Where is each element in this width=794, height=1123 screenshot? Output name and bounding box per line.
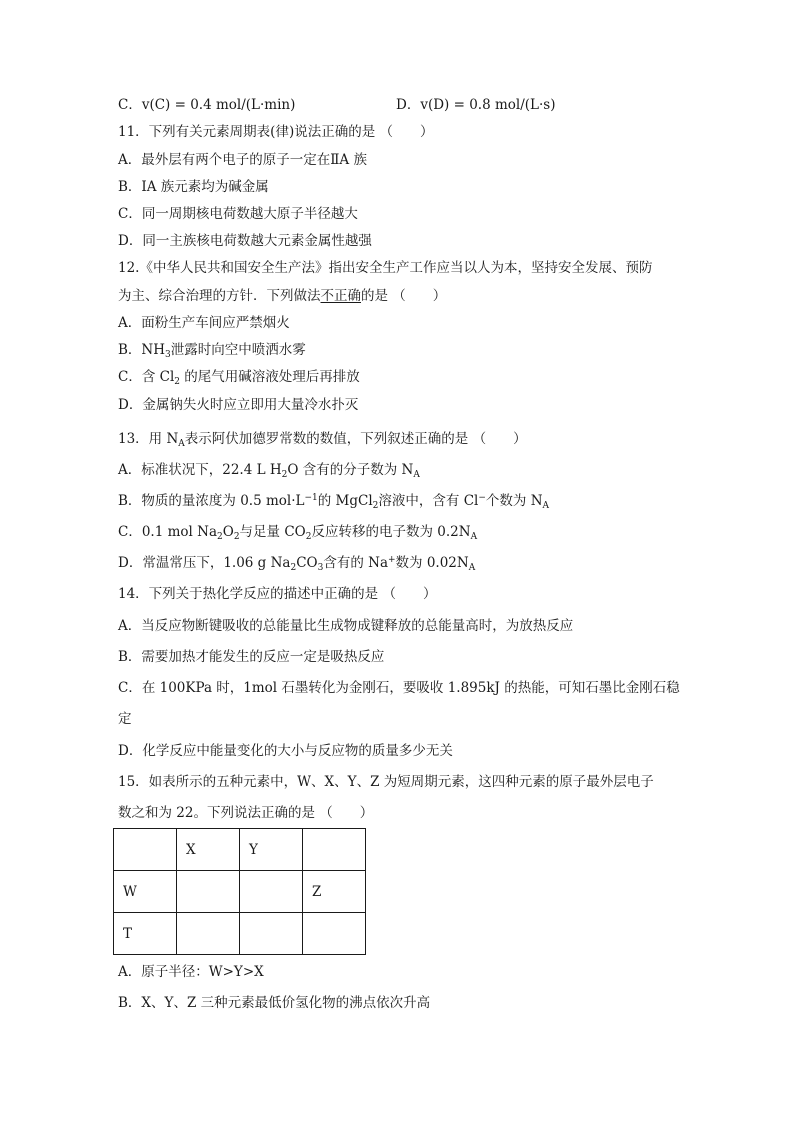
q13-a-sub: 2 [281, 470, 288, 480]
table-cell: W [114, 871, 177, 913]
q12-b-tail: 泄露时向空中喷洒水雾 [170, 342, 306, 358]
q13-b-sup: − [478, 493, 486, 503]
q13-b-sub: 2 [372, 501, 379, 511]
q13-option-d [118, 554, 475, 572]
table-cell [303, 913, 366, 955]
q12-b-text: B．NH [118, 342, 166, 358]
table-cell: X [177, 829, 240, 871]
q14-option-a: A．当反应物断键吸收的总能量比生成物成键释放的总能量高时，为放热反应 [118, 618, 574, 634]
q13-c-sub: A [470, 532, 478, 542]
q13-d-sub: 3 [317, 563, 324, 573]
q13-c-sub: 2 [233, 532, 240, 542]
q11-option-b: B．IA 族元素均为碱金属 [118, 179, 269, 195]
table-cell: Y [240, 829, 303, 871]
table-cell: T [114, 913, 177, 955]
q13-d-part: CO [296, 555, 318, 571]
q12-option-d: D．金属钠失火时应立即用大量冷水扑灭 [118, 397, 359, 413]
q13-c-part: C．0.1 mol Na [118, 524, 217, 540]
q13-option-c [118, 523, 477, 541]
q12-emphasis: 不正确 [320, 288, 361, 304]
q13-d-sup: + [388, 555, 396, 565]
q15-stem-line2: 数之和为 22。下列说法正确的是 （ ） [118, 805, 374, 821]
q11-option-c: C．同一周期核电荷数越大原子半径越大 [118, 206, 358, 222]
table-row [114, 871, 366, 913]
q13-d-part: 含有的 Na [323, 555, 388, 571]
table-row [114, 829, 366, 871]
q13-d-part: 数为 0.02N [395, 555, 469, 571]
q10-option-c: C．v(C) = 0.4 mol/(L·min) [118, 97, 296, 113]
q13-a-sub: A [413, 470, 420, 480]
table-cell [177, 913, 240, 955]
q13-a-part: O 含有的分子数为 N [287, 462, 414, 478]
q12-stem-line2 [118, 287, 446, 305]
q12-c-tail: 的尾气用碱溶液处理后再排放 [180, 369, 360, 385]
q13-stem-text: 13．用 N [118, 431, 179, 447]
table-cell [240, 871, 303, 913]
q13-stem [118, 430, 527, 448]
q15-stem-line1: 15．如表所示的五种元素中，W、X、Y、Z 为短周期元素，这四种元素的原子最外层电子 [118, 774, 654, 790]
table-cell [240, 913, 303, 955]
table-row [114, 913, 366, 955]
q12-c-text: C．含 Cl [118, 369, 175, 385]
q13-d-sub: 2 [290, 563, 297, 573]
q13-c-part: 反应转移的电子数为 0.2N [311, 524, 471, 540]
q12-option-c [118, 368, 360, 386]
q13-option-b [118, 492, 549, 510]
q13-b-part: 的 MgCl [317, 493, 373, 509]
q15-option-a: A．原子半径：W>Y>X [118, 964, 264, 980]
q15-option-b: B．X、Y、Z 三种元素最低价氢化物的沸点依次升高 [118, 995, 431, 1011]
q14-option-d: D．化学反应中能量变化的大小与反应物的质量多少无关 [118, 743, 453, 759]
q11-option-a: A．最外层有两个电子的原子一定在ⅡA 族 [118, 152, 367, 168]
table-cell [303, 829, 366, 871]
q13-b-part: B．物质的量浓度为 0.5 mol·L [118, 493, 305, 509]
q13-c-part: 与足量 CO [239, 524, 306, 540]
q13-b-sub: A [542, 501, 550, 511]
q13-b-sup: −1 [304, 493, 318, 503]
q13-stem-tail: 表示阿伏加德罗常数的数值，下列叙述正确的是 （ ） [184, 431, 527, 447]
q13-c-part: O [222, 524, 234, 540]
q12-stem-tail: 的是 （ ） [361, 288, 447, 304]
table-cell: Z [303, 871, 366, 913]
q13-c-sub: 2 [305, 532, 312, 542]
q11-stem: 11．下列有关元素周期表(律)说法正确的是 （ ） [118, 124, 434, 140]
q13-d-sub: A [468, 563, 476, 573]
q12-c-sub: 2 [174, 377, 181, 387]
q12-stem-text: 为主、综合治理的方针．下列做法 [118, 288, 321, 304]
q12-option-b [118, 341, 306, 359]
q13-stem-sub: A [178, 439, 185, 449]
q13-a-part: A．标准状况下，22.4 L H [118, 462, 282, 478]
q13-b-part: 个数为 N [485, 493, 543, 509]
q12-option-a: A．面粉生产车间应严禁烟火 [118, 315, 290, 331]
q13-b-part: 溶液中，含有 Cl [378, 493, 479, 509]
q12-b-sub: 3 [165, 350, 171, 360]
table-cell [114, 829, 177, 871]
q13-c-sub: 2 [217, 532, 223, 542]
table-cell [177, 871, 240, 913]
q12-stem-line1: 12.《中华人民共和国安全生产法》指出安全生产工作应当以人为本，坚持安全发展、预防 [118, 260, 653, 276]
q14-option-b: B．需要加热才能发生的反应一定是吸热反应 [118, 649, 385, 665]
q10-option-d: D．v(D) = 0.8 mol/(L·s) [396, 97, 556, 113]
periodic-table-fragment [113, 828, 366, 955]
q13-d-part: D．常温常压下，1.06 g Na [118, 555, 291, 571]
q14-option-c-line2: 定 [118, 711, 132, 727]
q14-option-c-line1: C．在 100KPa 时，1mol 石墨转化为金刚石，要吸收 1.895kJ 的热能，可知石墨比金刚石稳 [118, 680, 680, 696]
q14-stem: 14．下列关于热化学反应的描述中正确的是 （ ） [118, 586, 437, 602]
q11-option-d: D．同一主族核电荷数越大元素金属性越强 [118, 233, 372, 249]
q13-option-a [118, 461, 420, 479]
